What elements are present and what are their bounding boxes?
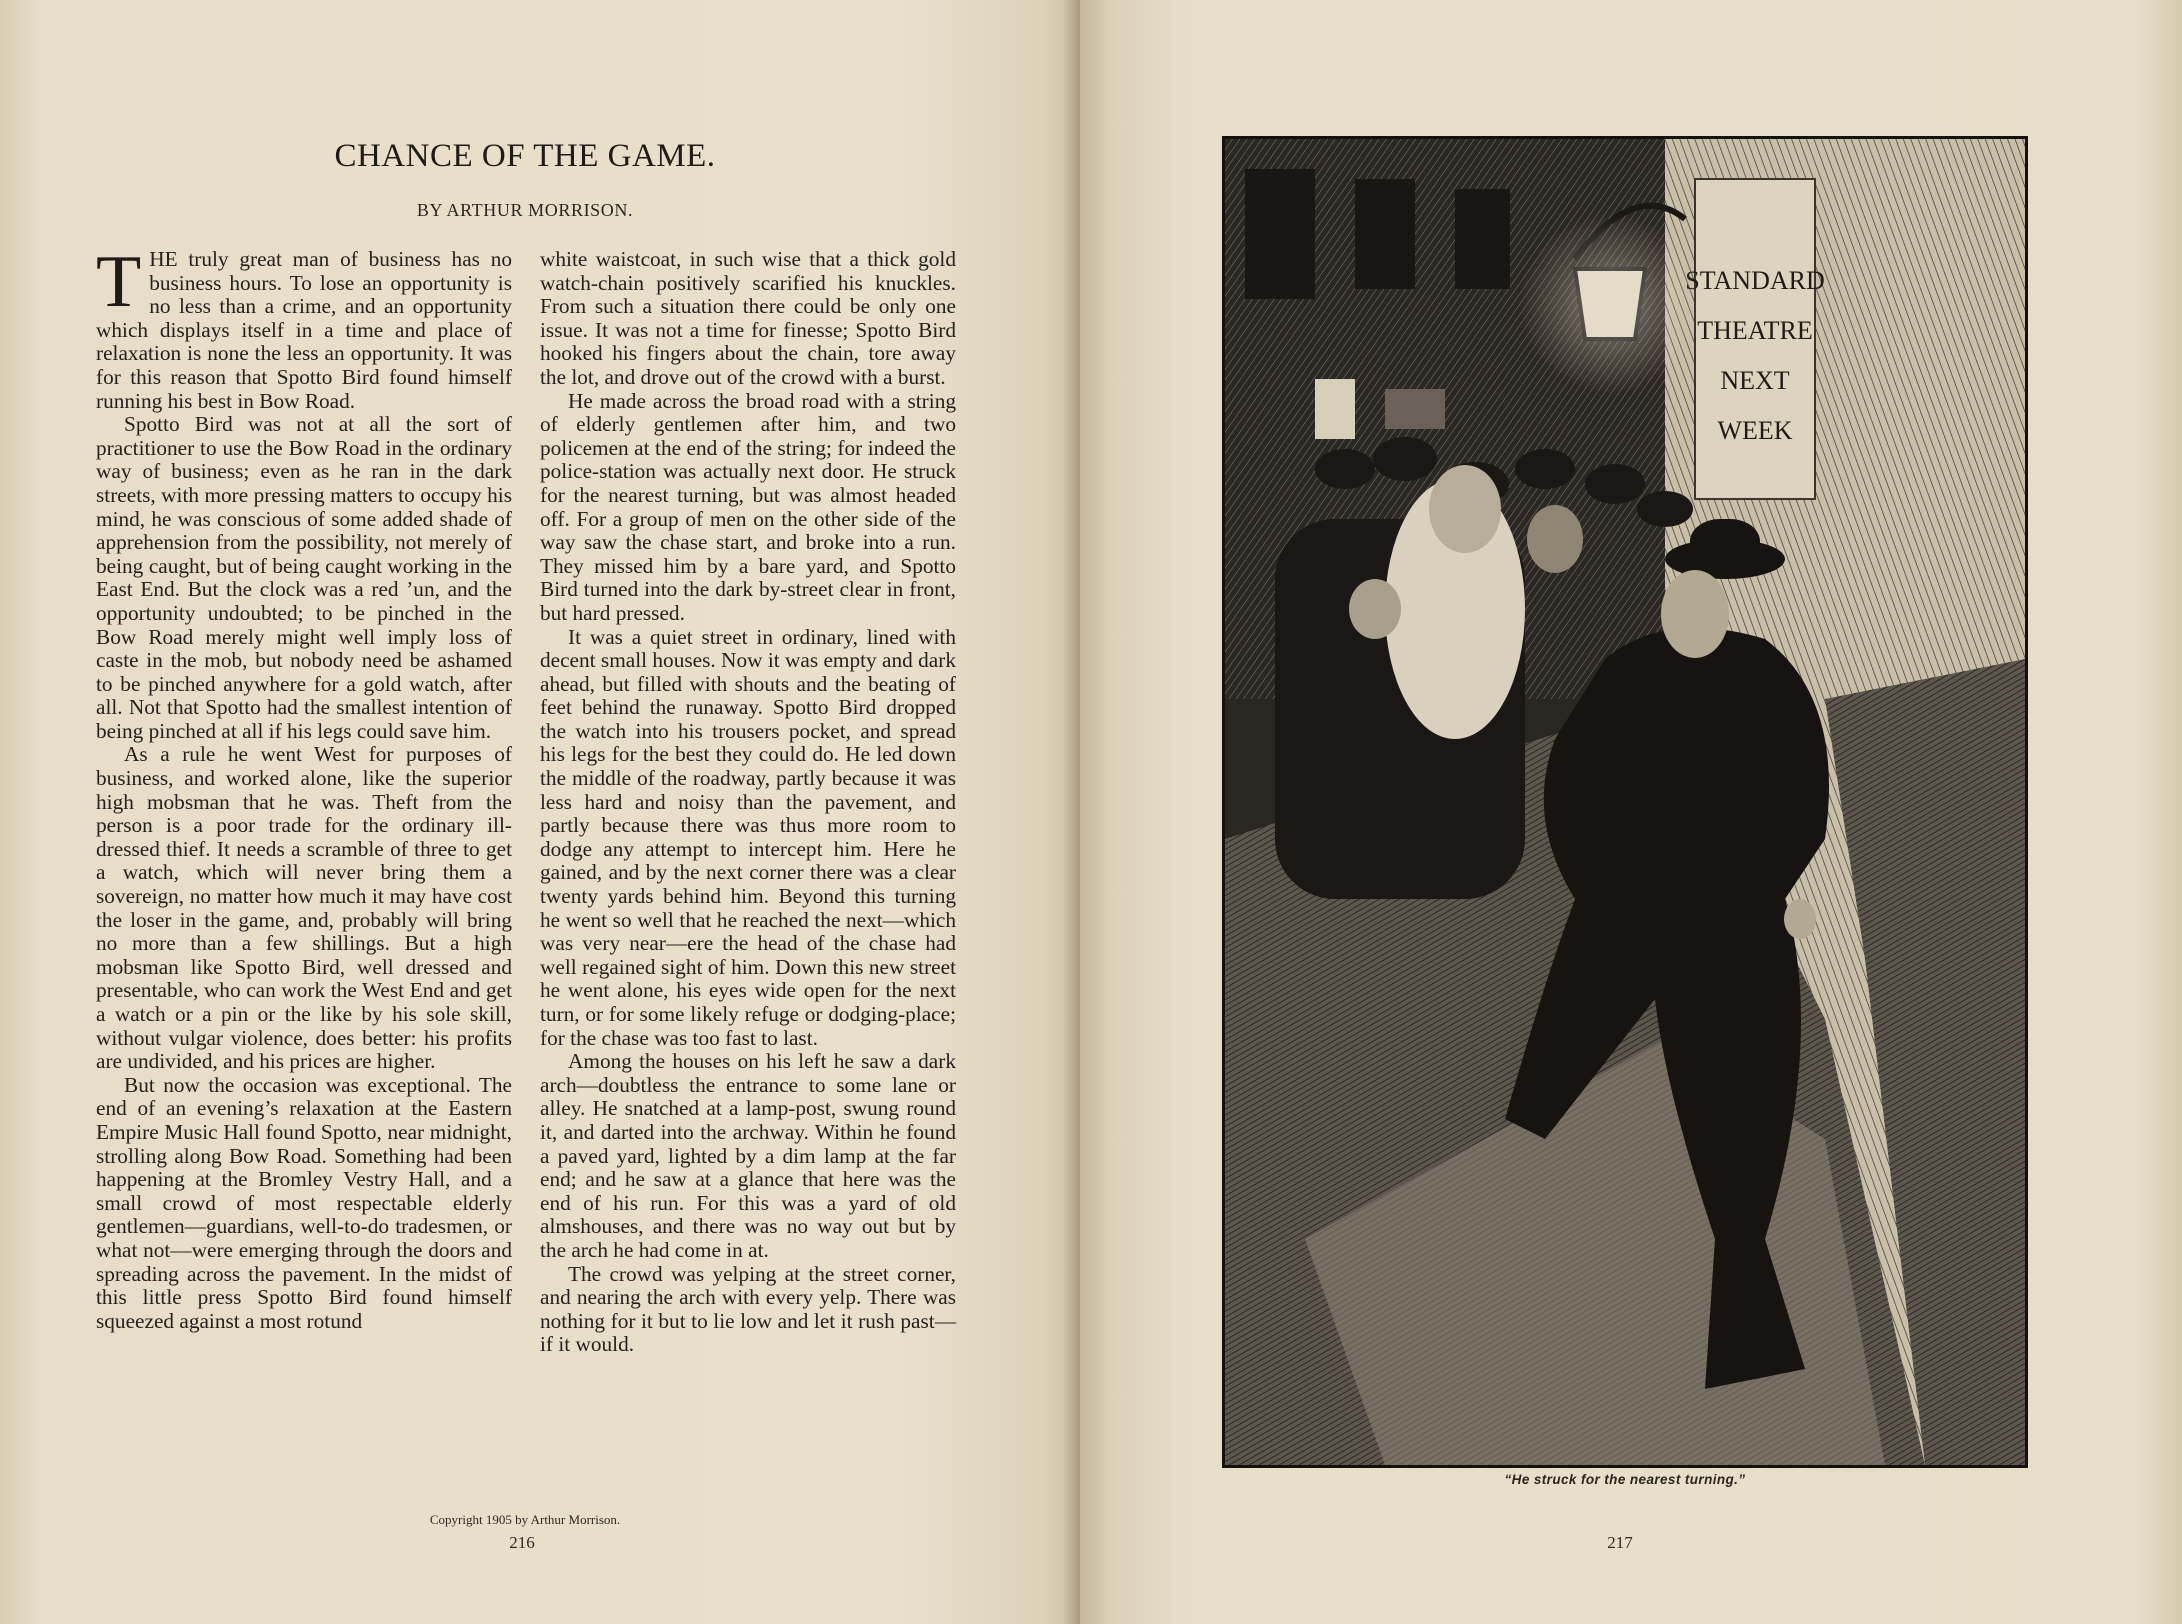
text-column-2 <box>540 248 956 1357</box>
illustration <box>1222 136 2028 1468</box>
article-byline: BY ARTHUR MORRISON. <box>416 200 634 220</box>
paragraph: It was a quiet street in ordinary, lined with decent small houses. Now it was empty and dark ahead, but filled with shouts and the beating of feet behind the runaway. Spotto Bird dropped the watch into his trousers pocket, and spread his legs for the best they could do. He led down the middle of the roadway, partly because it was less hard and noisy than the pavement, and partly because there was thus more room to dodge any attempt to intercept him. Here he gained, and by the next corner there was a clear twenty yards behind him. Beyond this turning he went so well that he reached the next—which was very near—ere the head of the chase had well regained sight of him. Down this new street he went alone, his eyes wide open for the next turn, or for some likely refuge or dodging-place; for the chase was too fast to last. <box>540 624 956 1050</box>
poster-line: WEEK <box>1717 416 1793 445</box>
illustration-drawing <box>1225 139 2025 1465</box>
poster-line: THEATRE <box>1697 316 1813 345</box>
paragraph: Spotto Bird was not at all the sort of practitioner to use the Bow Road in the ordinary way of business; even as he ran in the dark streets, with more pressing matters to occupy his mind, he was conscious of some added shade of apprehension from the possibility, not merely of being caught, but of being caught working in the East End. But the clock was a red ’un, and the opportunity undoubted; to be pinched in the Bow Road merely might well imply loss of caste in the mob, but nobody need be ashamed to be pinched anywhere for a gold watch, after all. Not that Spotto had the smallest intention of being pinched at all if his legs could save him. <box>96 412 512 743</box>
copyright-notice: Copyright 1905 by Arthur Morrison. <box>429 1512 621 1527</box>
paragraph: He made across the broad road with a string of elderly gentlemen after him, and two policemen at the end of the string; for indeed the police-station was actually next door. He struck for the nearest turning, but was almost headed off. For a group of men on the other side of the way saw the chase start, and broke into a run. They missed him by a bare yard, and Spotto Bird turned into the dark by-street clear in front, but hard pressed. <box>540 388 956 625</box>
paragraph: Among the houses on his left he saw a dark arch—doubtless the entrance to some lane or alley. He snatched at a lamp-post, swung round it, and darted into the archway. Within he found a paved yard, lighted by a dim lamp at the far end; and he saw at a glance that here was the end of his run. For this was a yard of old almshouses, and there was no way out but by the arch he had come in at. <box>540 1049 956 1262</box>
article-title: CHANCE OF THE GAME. <box>334 138 716 174</box>
paragraph: The crowd was yelping at the street corner, and nearing the arch with every yelp. There was nothing for it but to lie low and let it rush past—if it would. <box>540 1261 956 1357</box>
page-number-left: 216 <box>509 1533 535 1552</box>
paragraph: But now the occasion was exceptional. The end of an evening’s relaxation at the Eastern Empire Music Hall found Spotto, near midnight, strolling along Bow Road. Something had been happening at the Bromley Vestry Hall, and a small crowd of most respectable elderly gentlemen—guardians, well-to-do tradesmen, or what not—were emerging through the doors and spreading across the pavement. In the midst of this little press Spotto Bird found himself squeezed against a most rotund <box>96 1072 512 1333</box>
left-page <box>0 0 1080 1624</box>
illustration-caption: “He struck for the nearest turning.” <box>1504 1472 1746 1487</box>
paragraph-text: HE truly great man of business has no business hours. To lose an opportunity is no less than a crime, and an opportunity which displays itself in a time and place of relaxation is none the less an opportunity. It was for this reason that Spotto Bird found himself running his best in Bow Road. <box>96 247 512 413</box>
poster-line: STANDARD <box>1685 266 1825 295</box>
drop-cap: T <box>96 241 142 323</box>
paragraph: white waistcoat, in such wise that a thick gold watch-chain positively scarified his knuckles. From such a situation there could be only one issue. It was not a time for finesse; Spotto Bird hooked his fingers about the chain, tore away the lot, and drove out of the crowd with a burst. <box>540 247 956 389</box>
text-column-1 <box>96 241 512 1333</box>
poster-line: NEXT <box>1720 366 1790 395</box>
paragraph <box>96 241 512 413</box>
page-number-right: 217 <box>1607 1533 1633 1552</box>
paragraph: As a rule he went West for purposes of business, and worked alone, like the superior high mobsman that he was. Theft from the person is a poor trade for the ordinary ill-dressed thief. It needs a scramble of three to get a watch, which will never bring them a sovereign, no matter how much it may have cost the loser in the game, and, probably will bring no more than a few shillings. But a high mobsman like Spotto Bird, well dressed and presentable, who can work the West End and get a watch or a pin or the like by his sole skill, without vulgar violence, does better: his profits are undivided, and his prices are higher. <box>96 742 512 1074</box>
